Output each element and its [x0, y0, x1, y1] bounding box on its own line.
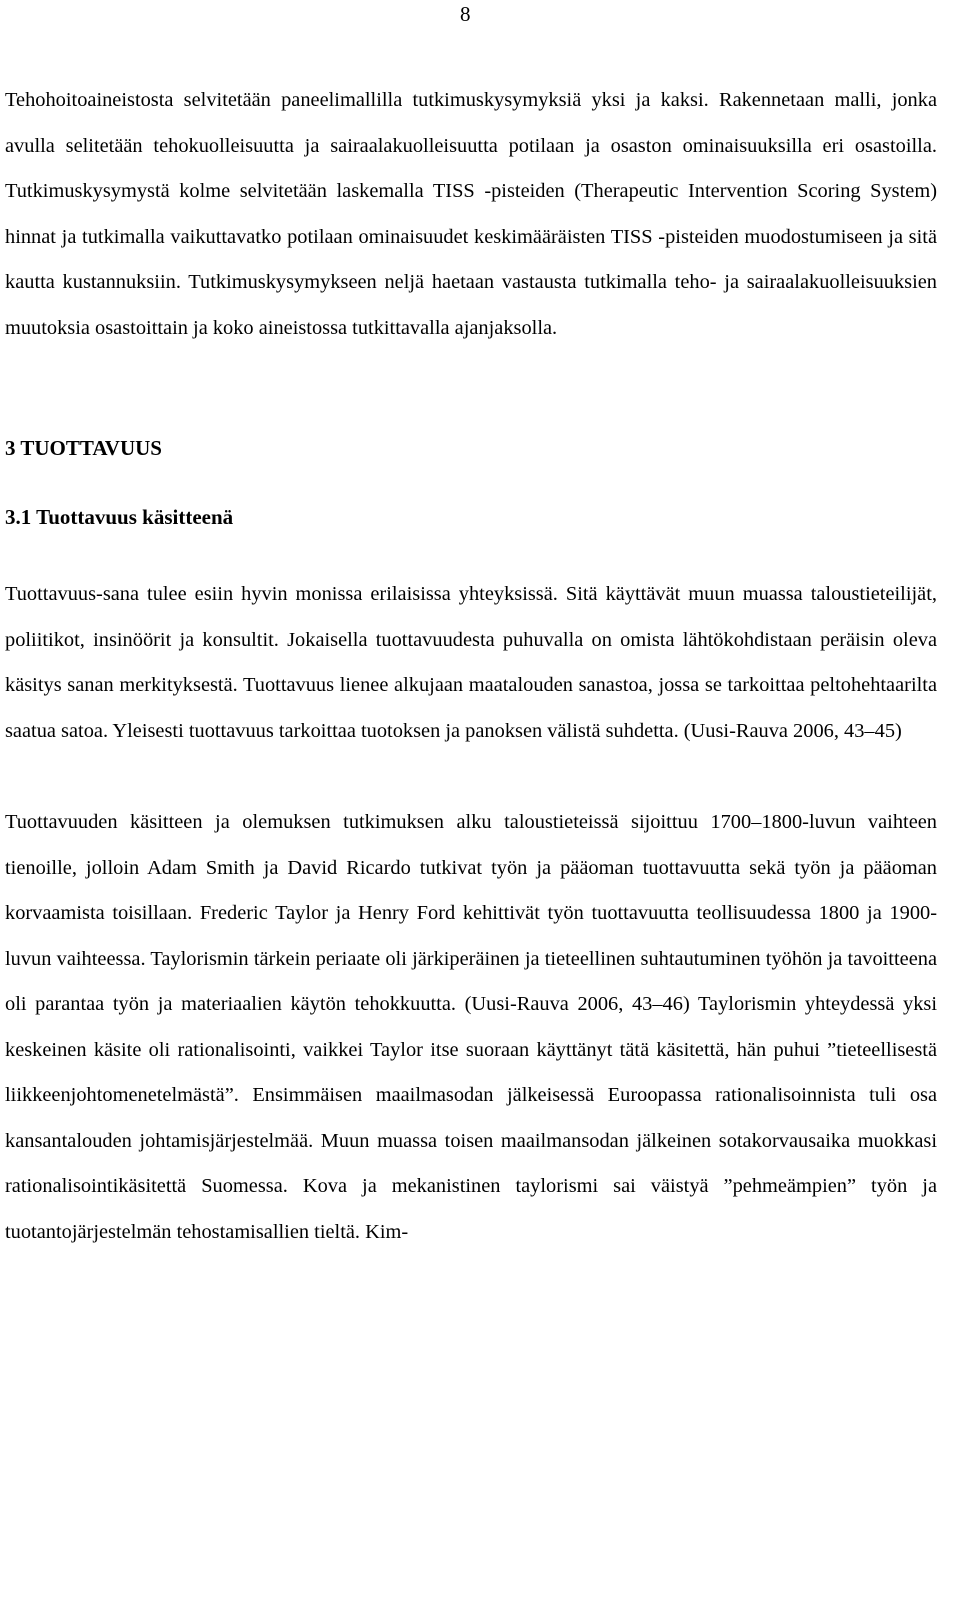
paragraph-productivity-definition: Tuottavuus-sana tulee esiin hyvin monissa erilaisissa yhteyksissä. Sitä käyttävät muun muassa taloustieteilijät, poliitikot, insinöörit ja konsultit. Jokaisella tuottavuudesta puhuvalla on omista lähtökohdistaan peräisin oleva käsitys sanan merkityksestä. Tuottavuus lienee alkujaan maatalouden sanastoa, jossa se tarkoittaa peltohehtaarilta saatua satoa. Yleisesti tuottavuus tarkoittaa tuotoksen ja panoksen välistä suhdetta. (Uusi-Rauva 2006, 43–45) — [5, 583, 937, 742]
document-body — [5, 78, 937, 1255]
chapter-heading: 3 TUOTTAVUUS — [5, 436, 162, 460]
paragraph-productivity-history: Tuottavuuden käsitteen ja olemuksen tutkimuksen alku taloustieteissä sijoittuu 1700–1800-luvun vaihteen tienoille, jolloin Adam Smith ja David Ricardo tutkivat työn ja pääoman tuottavuutta sekä työn ja pääoman korvaamista toisillaan. Frederic Taylor ja Henry Ford kehittivät työn tuottavuutta teollisuudessa 1800 ja 1900-luvun vaihteessa. Taylorismin tärkein periaate oli järkiperäinen ja tieteellinen suhtautuminen työhön ja tavoitteena oli parantaa työn ja materiaalien käytön tehokkuutta. (Uusi-Rauva 2006, 43–46) Taylorismin yhteydessä yksi keskeinen käsite oli rationalisointi, vaikkei Taylor itse suoraan käyttänyt tätä käsitettä, hän puhui ”tieteellisestä liikkeenjohtomenetelmästä”. Ensimmäisen maailmasodan jälkeisessä Euroopassa rationalisoinnista tuli osa kansantalouden johtamisjärjestelmää. Muun muassa toisen maailmansodan jälkeinen sotakorvausaika muokkasi rationalisointikäsitettä Suomessa. Kova ja mekanistinen taylorismi sai väistyä ”pehmeämpien” työn ja tuotantojärjestelmän tehostamisallien tieltä. Kim- — [5, 811, 937, 1243]
page-number: 8 — [460, 2, 471, 26]
paragraph-methods: Tehohoitoaineistosta selvitetään paneelimallilla tutkimuskysymyksiä yksi ja kaksi. Rakennetaan malli, jonka avulla selitetään tehokuolleisuutta ja sairaalakuolleisuutta potilaan ja osaston ominaisuuksilla eri osastoilla. Tutkimuskysymystä kolme selvitetään laskemalla TISS -pisteiden (Therapeutic Intervention Scoring System) hinnat ja tutkimalla vaikuttavatko potilaan ominaisuudet keskimääräisten TISS -pisteiden muodostumiseen ja sitä kautta kustannuksiin. Tutkimuskysymykseen neljä haetaan vastausta tutkimalla teho- ja sairaalakuolleisuuksien muutoksia osastoittain ja koko aineistossa tutkittavalla ajanjaksolla. — [5, 89, 937, 339]
section-heading: 3.1 Tuottavuus käsitteenä — [5, 505, 234, 529]
